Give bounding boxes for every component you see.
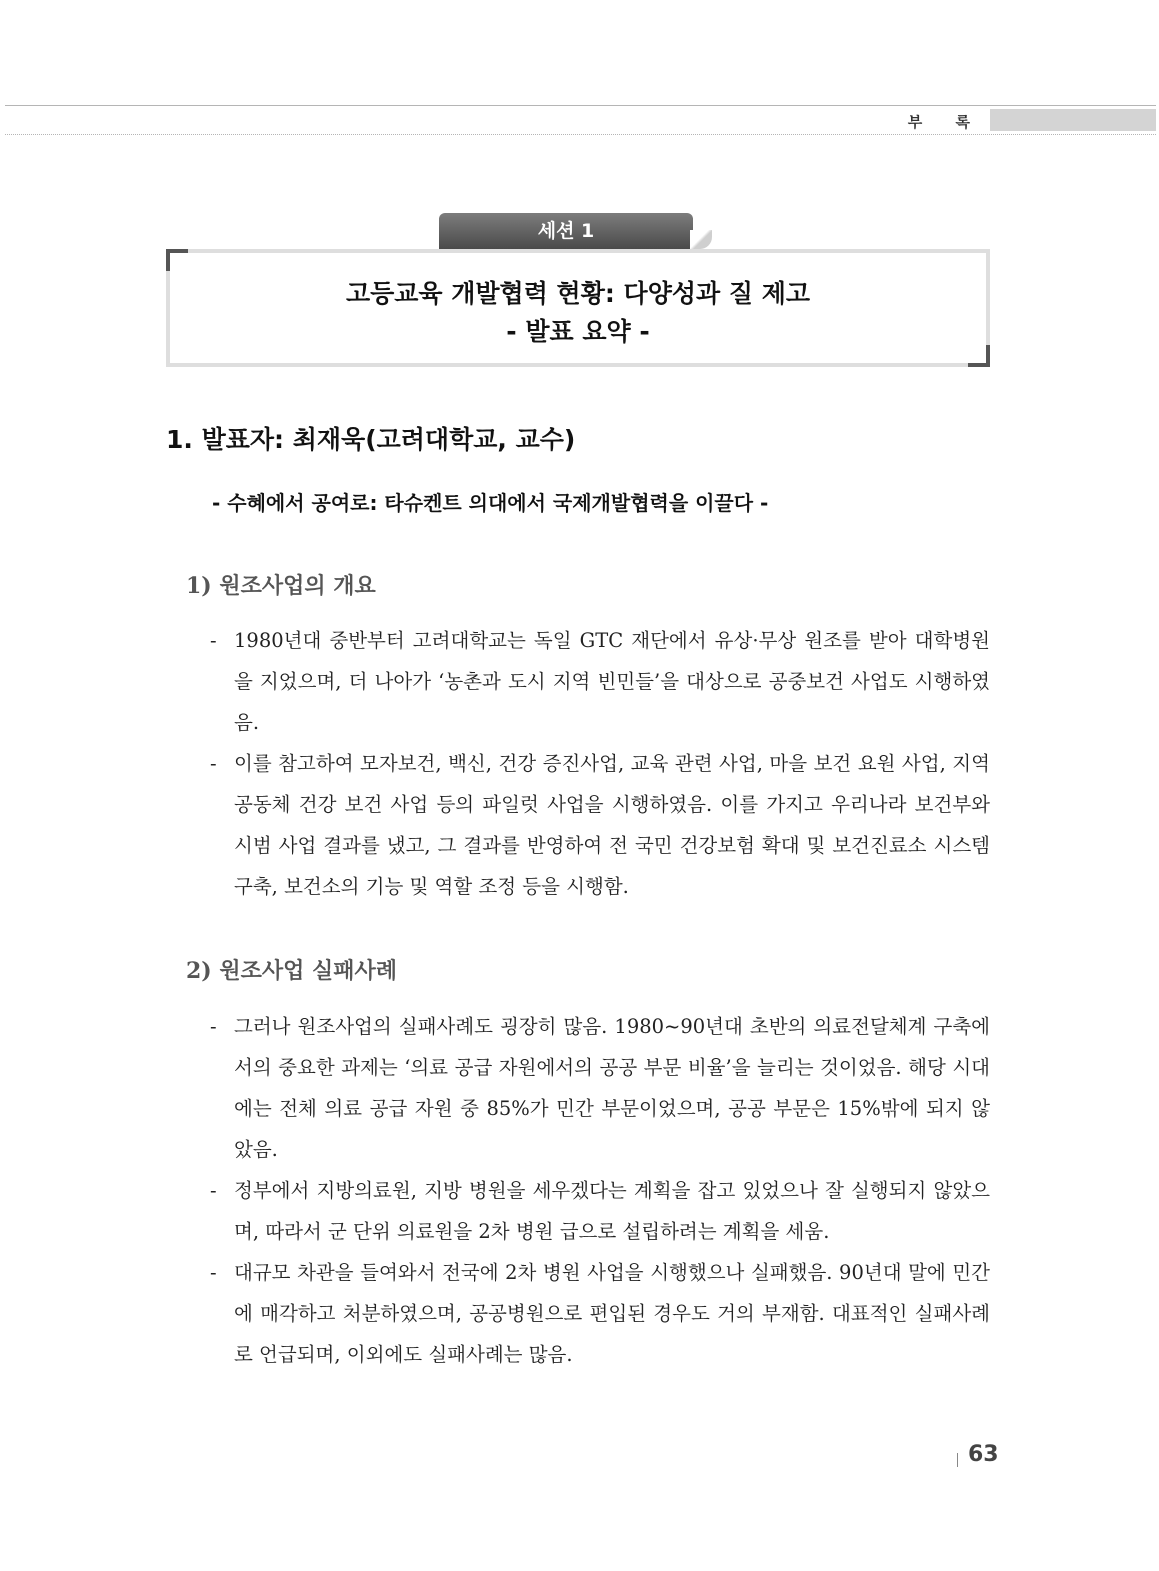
page-number-text: 63 bbox=[968, 1442, 999, 1467]
bullet-item bbox=[210, 1252, 990, 1375]
session-tab: 세션 1 bbox=[439, 213, 693, 249]
bullet-text: 그러나 원조사업의 실패사례도 굉장히 많음. 1980~90년대 초반의 의료전달체계 구축에서의 중요한 과제는 ‘의료 공급 자원에서의 공공 부문 비율’을 늘리는 것이었음. 해당 시대에는 전체 의료 공급 자원 중 85%가 민간 부문이었으며, 공공 부문은 15%밖에 되지 않았음. bbox=[234, 1015, 990, 1161]
bullet-item bbox=[210, 743, 990, 907]
dash-bullet: - bbox=[210, 1015, 217, 1038]
header-rule bbox=[5, 105, 1156, 106]
page-number bbox=[958, 1442, 999, 1467]
dash-bullet: - bbox=[210, 1179, 217, 1202]
bullet-list bbox=[210, 1006, 990, 1375]
title-box-corner-top-left bbox=[166, 249, 188, 271]
header-bar bbox=[990, 109, 1156, 131]
dash-bullet: - bbox=[210, 629, 217, 652]
bullet-item bbox=[210, 1006, 990, 1170]
bullet-item bbox=[210, 620, 990, 743]
running-header-label: 부 록 bbox=[907, 113, 984, 131]
section-heading: 1) 원조사업의 개요 bbox=[186, 573, 376, 599]
bullet-item bbox=[210, 1170, 990, 1252]
dash-bullet: - bbox=[210, 752, 217, 775]
section-heading: 2) 원조사업 실패사례 bbox=[186, 958, 398, 984]
talk-title: - 수혜에서 공여로: 타슈켄트 의대에서 국제개발협력을 이끌다 - bbox=[212, 491, 769, 515]
bullet-list bbox=[210, 620, 990, 907]
title-box-corner-bottom-right bbox=[968, 345, 990, 367]
dash-bullet: - bbox=[210, 1261, 217, 1284]
bullet-text: 이를 참고하여 모자보건, 백신, 건강 증진사업, 교육 관련 사업, 마을 보건 요원 사업, 지역 공동체 건강 보건 사업 등의 파일럿 사업을 시행하였음. 이를 가지고 우리나라 보건부와 시범 사업 결과를 냈고, 그 결과를 반영하여 전 국민 건강보험 확대 및 보건진료소 시스템 구축, 보건소의 기능 및 역할 조정 등을 시행함. bbox=[234, 752, 990, 898]
session-title: 고등교육 개발협력 현황: 다양성과 질 제고 bbox=[345, 279, 811, 308]
session-tab-ear bbox=[690, 230, 712, 249]
header-dotted-rule bbox=[5, 134, 1156, 135]
presenter-heading: 1. 발표자: 최재욱(고려대학교, 교수) bbox=[166, 425, 576, 454]
bullet-text: 정부에서 지방의료원, 지방 병원을 세우겠다는 계획을 잡고 있었으나 잘 실행되지 않았으며, 따라서 군 단위 의료원을 2차 병원 급으로 설립하려는 계획을 세움. bbox=[234, 1179, 990, 1243]
bullet-text: 대규모 차관을 들여와서 전국에 2차 병원 사업을 시행했으나 실패했음. 90년대 말에 민간에 매각하고 처분하였으며, 공공병원으로 편입된 경우도 거의 부재함. 대표적인 실패사례로 언급되며, 이외에도 실패사례는 많음. bbox=[234, 1261, 990, 1366]
session-subtitle: - 발표 요약 - bbox=[506, 317, 650, 346]
bullet-text: 1980년대 중반부터 고려대학교는 독일 GTC 재단에서 유상·무상 원조를 받아 대학병원을 지었으며, 더 나아가 ‘농촌과 도시 지역 빈민들’을 대상으로 공중보건 사업도 시행하였음. bbox=[234, 629, 990, 734]
